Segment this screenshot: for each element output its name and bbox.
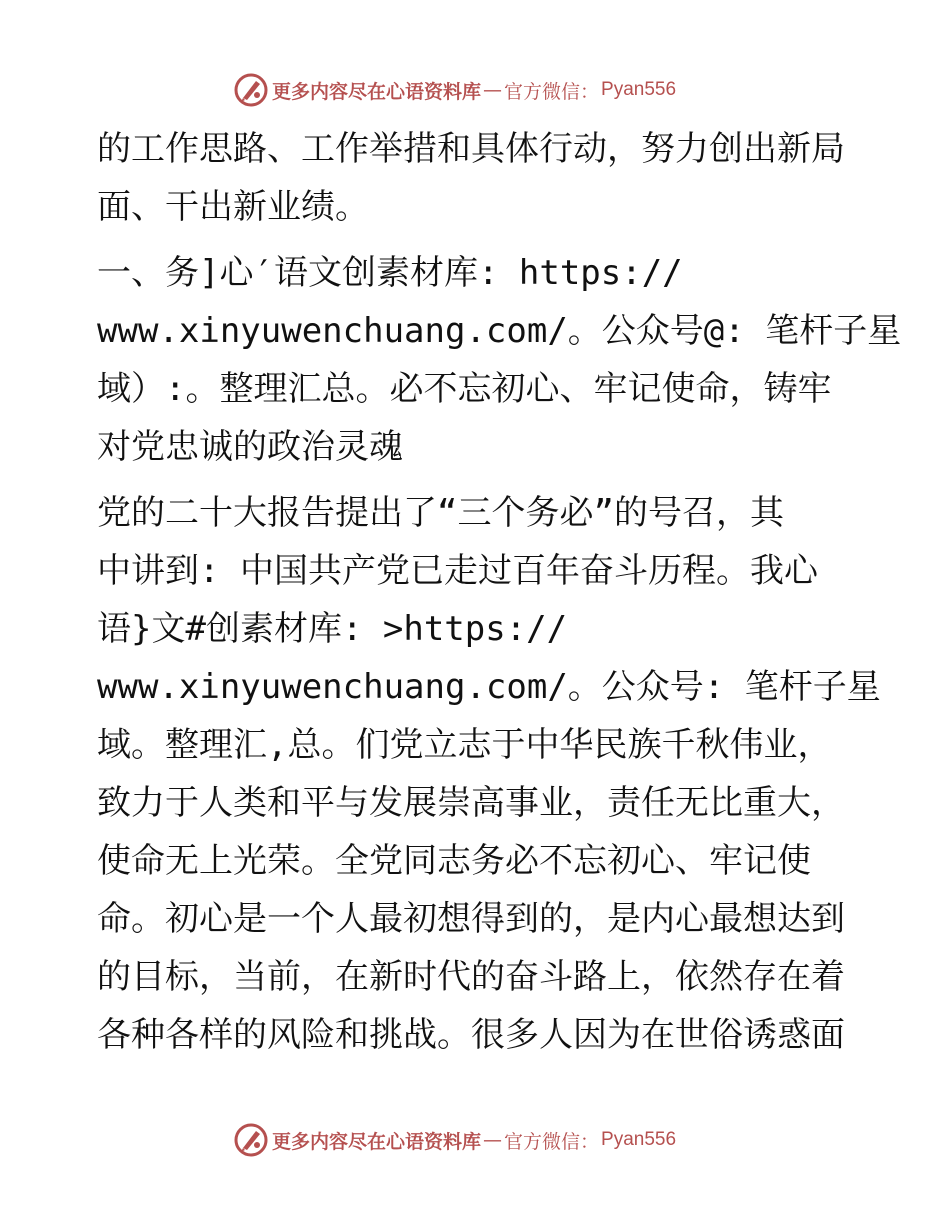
text-line: 各种各样的风险和挑战。很多人因为在世俗诱惑面 xyxy=(97,1015,845,1055)
banner-separator: — xyxy=(483,79,503,101)
quill-pen-seal-icon xyxy=(234,1123,268,1157)
header-watermark-banner xyxy=(234,70,676,110)
banner-brand-text: 更多内容尽在心语资料库 xyxy=(272,1130,482,1153)
text-line: 面、干出新业绩。 xyxy=(97,187,369,227)
text-line: 命。初心是一个人最初想得到的，是内心最想达到 xyxy=(97,899,845,939)
quill-pen-seal-icon xyxy=(234,73,268,107)
banner-contact-label: 官方微信： xyxy=(504,1130,600,1153)
paragraph-1 xyxy=(97,120,857,236)
banner-separator: — xyxy=(483,1129,503,1151)
text-line: 的目标，当前，在新时代的奋斗路上，依然存在着 xyxy=(97,957,845,997)
text-line: 党的二十大报告提出了“三个务必”的号召，其 xyxy=(97,493,784,533)
text-line: 域）:。整理汇总。必不忘初心、牢记使命，铸牢 xyxy=(97,369,832,409)
text-line: 使命无上光荣。全党同志务必不忘初心、牢记使 xyxy=(97,841,811,881)
footer-watermark-banner xyxy=(234,1120,676,1160)
text-line: 一、务]心′语文创素材库: https:// xyxy=(97,253,683,293)
text-line: www.xinyuwenchuang.com/。公众号@: 笔杆子星 xyxy=(97,311,902,351)
text-line: 语}文#创素材库: >https:// xyxy=(97,609,568,649)
text-line: 致力于人类和平与发展崇高事业，责任无比重大， xyxy=(97,783,845,823)
text-line: 对党忠诚的政治灵魂 xyxy=(97,427,403,467)
banner-contact-id: Pyan556 xyxy=(601,1129,677,1150)
banner-contact-id: Pyan556 xyxy=(601,79,677,100)
document-body xyxy=(97,120,902,1064)
text-line: 域。整理汇,总。们党立志于中华民族千秋伟业， xyxy=(97,725,832,765)
text-line: www.xinyuwenchuang.com/。公众号: 笔杆子星 xyxy=(97,667,881,707)
paragraph-3 xyxy=(97,484,881,1064)
banner-brand-text: 更多内容尽在心语资料库 xyxy=(272,80,482,103)
banner-contact-label: 官方微信： xyxy=(504,80,600,103)
text-line: 中讲到: 中国共产党已走过百年奋斗历程。我心 xyxy=(97,551,818,591)
paragraph-2 xyxy=(97,244,902,476)
text-line: 的工作思路、工作举措和具体行动，努力创出新局 xyxy=(97,129,845,169)
